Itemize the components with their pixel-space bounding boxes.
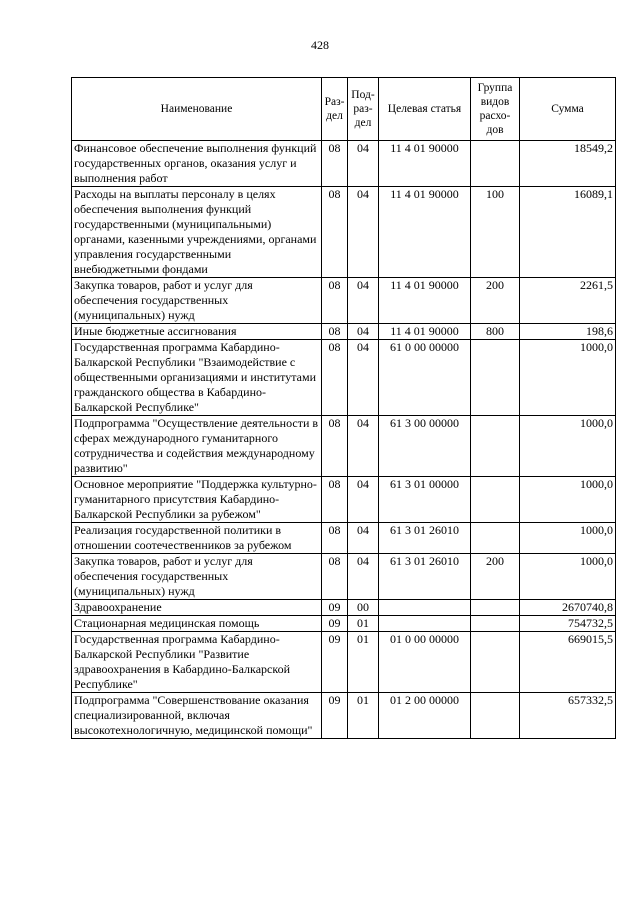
cell-group: 100: [471, 187, 520, 278]
table-row: [72, 141, 616, 187]
cell-podrazdel: 04: [348, 554, 379, 600]
cell-podrazdel: 04: [348, 340, 379, 416]
cell-razdel: 08: [322, 141, 348, 187]
header-group: Группа видов расхо-дов: [471, 78, 520, 141]
header-sum: Сумма: [520, 78, 616, 141]
cell-sum: 198,6: [520, 324, 616, 340]
cell-statya: 61 3 01 26010: [379, 523, 471, 554]
cell-group: [471, 693, 520, 739]
table-row: [72, 554, 616, 600]
cell-statya: 01 0 00 00000: [379, 632, 471, 693]
table-row: [72, 693, 616, 739]
budget-table: [71, 77, 616, 739]
cell-group: 800: [471, 324, 520, 340]
cell-sum: 1000,0: [520, 554, 616, 600]
cell-statya: 61 0 00 00000: [379, 340, 471, 416]
cell-name: Здравоохранение: [72, 600, 322, 616]
table-row: [72, 187, 616, 278]
cell-podrazdel: 00: [348, 600, 379, 616]
cell-statya: 61 3 00 00000: [379, 416, 471, 477]
cell-razdel: 08: [322, 477, 348, 523]
cell-sum: 754732,5: [520, 616, 616, 632]
cell-sum: 657332,5: [520, 693, 616, 739]
cell-statya: [379, 616, 471, 632]
cell-statya: 61 3 01 00000: [379, 477, 471, 523]
cell-group: [471, 477, 520, 523]
cell-name: Реализация государственной политики в отношении соотечественников за рубежом: [72, 523, 322, 554]
cell-group: [471, 340, 520, 416]
cell-sum: 1000,0: [520, 523, 616, 554]
table-row: [72, 632, 616, 693]
cell-statya: 61 3 01 26010: [379, 554, 471, 600]
cell-group: [471, 141, 520, 187]
table-row: [72, 278, 616, 324]
cell-razdel: 09: [322, 632, 348, 693]
table-row: [72, 523, 616, 554]
cell-statya: 11 4 01 90000: [379, 324, 471, 340]
cell-sum: 1000,0: [520, 477, 616, 523]
cell-name: Финансовое обеспечение выполнения функций государственных органов, оказания услуг и выполнения работ: [72, 141, 322, 187]
page-number: 428: [311, 38, 329, 52]
cell-name: Стационарная медицинская помощь: [72, 616, 322, 632]
cell-statya: 11 4 01 90000: [379, 278, 471, 324]
cell-podrazdel: 04: [348, 477, 379, 523]
cell-group: 200: [471, 554, 520, 600]
cell-statya: 11 4 01 90000: [379, 141, 471, 187]
cell-razdel: 08: [322, 523, 348, 554]
cell-podrazdel: 04: [348, 278, 379, 324]
table-row: [72, 477, 616, 523]
cell-name: Государственная программа Кабардино-Балкарской Республики "Развитие здравоохранения в Кабардино-Балкарской Республике": [72, 632, 322, 693]
header-razdel: Раз-дел: [322, 78, 348, 141]
cell-name: Закупка товаров, работ и услуг для обеспечения государственных (муниципальных) нужд: [72, 554, 322, 600]
cell-name: Иные бюджетные ассигнования: [72, 324, 322, 340]
cell-statya: 01 2 00 00000: [379, 693, 471, 739]
cell-podrazdel: 01: [348, 632, 379, 693]
cell-name: Подпрограмма "Осуществление деятельности в сферах международного гуманитарного сотрудничества и содействия международному развитию": [72, 416, 322, 477]
cell-podrazdel: 01: [348, 693, 379, 739]
cell-razdel: 09: [322, 616, 348, 632]
cell-group: [471, 632, 520, 693]
header-podrazdel: Под-раз-дел: [348, 78, 379, 141]
cell-statya: 11 4 01 90000: [379, 187, 471, 278]
cell-podrazdel: 04: [348, 416, 379, 477]
header-statya: Целевая статья: [379, 78, 471, 141]
table-row: [72, 416, 616, 477]
cell-razdel: 08: [322, 554, 348, 600]
cell-razdel: 08: [322, 340, 348, 416]
cell-group: [471, 416, 520, 477]
cell-sum: 2261,5: [520, 278, 616, 324]
cell-razdel: 09: [322, 693, 348, 739]
cell-podrazdel: 04: [348, 324, 379, 340]
cell-name: Подпрограмма "Совершенствование оказания специализированной, включая высокотехнологичную, медицинской помощи": [72, 693, 322, 739]
cell-sum: 2670740,8: [520, 600, 616, 616]
cell-statya: [379, 600, 471, 616]
cell-sum: 1000,0: [520, 340, 616, 416]
cell-razdel: 08: [322, 324, 348, 340]
header-name: Наименование: [72, 78, 322, 141]
cell-sum: 669015,5: [520, 632, 616, 693]
cell-name: Основное мероприятие "Поддержка культурно-гуманитарного присутствия Кабардино-Балкарской Республики за рубежом": [72, 477, 322, 523]
cell-razdel: 08: [322, 187, 348, 278]
cell-podrazdel: 04: [348, 141, 379, 187]
cell-group: [471, 616, 520, 632]
table-row: [72, 340, 616, 416]
cell-name: Расходы на выплаты персоналу в целях обеспечения выполнения функций государственными (муниципальными) органами, казенными учреждениями, органами управления государственными внебюджетными фондами: [72, 187, 322, 278]
table-header-row: [72, 78, 616, 141]
cell-razdel: 09: [322, 600, 348, 616]
cell-sum: 16089,1: [520, 187, 616, 278]
cell-name: Государственная программа Кабардино-Балкарской Республики "Взаимодействие с общественными организациями и институтами гражданского общества в Кабардино-Балкарской Республике": [72, 340, 322, 416]
cell-razdel: 08: [322, 416, 348, 477]
table-row: [72, 616, 616, 632]
cell-group: 200: [471, 278, 520, 324]
cell-group: [471, 600, 520, 616]
cell-group: [471, 523, 520, 554]
cell-sum: 1000,0: [520, 416, 616, 477]
cell-razdel: 08: [322, 278, 348, 324]
cell-name: Закупка товаров, работ и услуг для обеспечения государственных (муниципальных) нужд: [72, 278, 322, 324]
cell-podrazdel: 01: [348, 616, 379, 632]
table-row: [72, 324, 616, 340]
cell-podrazdel: 04: [348, 187, 379, 278]
cell-podrazdel: 04: [348, 523, 379, 554]
cell-sum: 18549,2: [520, 141, 616, 187]
table-row: [72, 600, 616, 616]
